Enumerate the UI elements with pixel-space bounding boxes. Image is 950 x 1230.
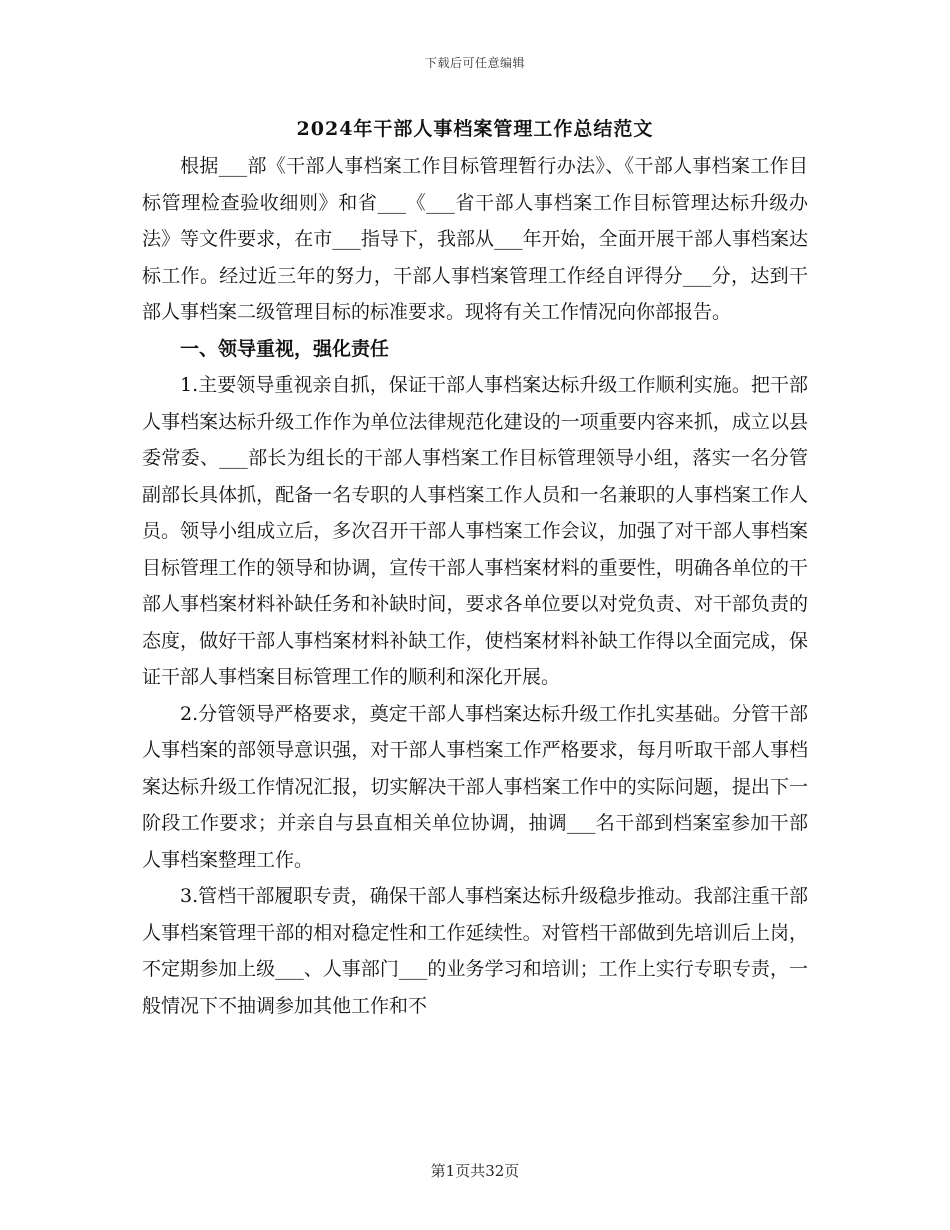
page-number: 第1页共32页 — [430, 1162, 520, 1180]
section-heading: 一、领导重视，强化责任 — [180, 337, 390, 360]
document-body — [142, 148, 808, 1024]
document-title: 2024年干部人事档案管理工作总结范文 — [296, 118, 654, 140]
body-paragraph: 3.管档干部履职专责，确保干部人事档案达标升级稳步推动。我部注重干部人事档案管理干部的相对稳定性和工作延续性。对管档干部做到先培训后上岗，不定期参加上级___、人事部门___的业务学习和培训；工作上实行专职专责，一般情况下不抽调参加其他工作和不 — [142, 885, 808, 1017]
body-paragraph: 2.分管领导严格要求，奠定干部人事档案达标升级工作扎实基础。分管干部人事档案的部领导意识强，对干部人事档案工作严格要求，每月听取干部人事档案达标升级工作情况汇报，切实解决干部人事档案工作中的实际问题，提出下一阶段工作要求；并亲自与县直相关单位协调，抽调___名干部到档案室参加干部人事档案整理工作。 — [142, 702, 808, 871]
intro-paragraph: 根据___部《干部人事档案工作目标管理暂行办法》、《干部人事档案工作目标管理检查验收细则》和省___《___省干部人事档案工作目标管理达标升级办法》等文件要求，在市___指导下，我部从___年开始，全面开展干部人事档案达标工作。经过近三年的努力，干部人事档案管理工作经自评得分___分，达到干部人事档案二级管理目标的标准要求。现将有关工作情况向你部报告。 — [142, 155, 808, 323]
body-paragraph: 1.主要领导重视亲自抓，保证干部人事档案达标升级工作顺利实施。把干部人事档案达标升级工作作为单位法律规范化建设的一项重要内容来抓，成立以县委常委、___部长为组长的干部人事档案工作目标管理领导小组，落实一名分管副部长具体抓，配备一名专职的人事档案工作人员和一名兼职的人事档案工作人员。领导小组成立后，多次召开干部人事档案工作会议，加强了对干部人事档案目标管理工作的领导和协调，宣传干部人事档案材料的重要性，明确各单位的干部人事档案材料补缺任务和补缺时间，要求各单位要以对党负责、对干部负责的态度，做好干部人事档案材料补缺工作，使档案材料补缺工作得以全面完成，保证干部人事档案目标管理工作的顺利和深化开展。 — [142, 374, 808, 688]
header-note: 下载后可任意编辑 — [424, 56, 525, 70]
